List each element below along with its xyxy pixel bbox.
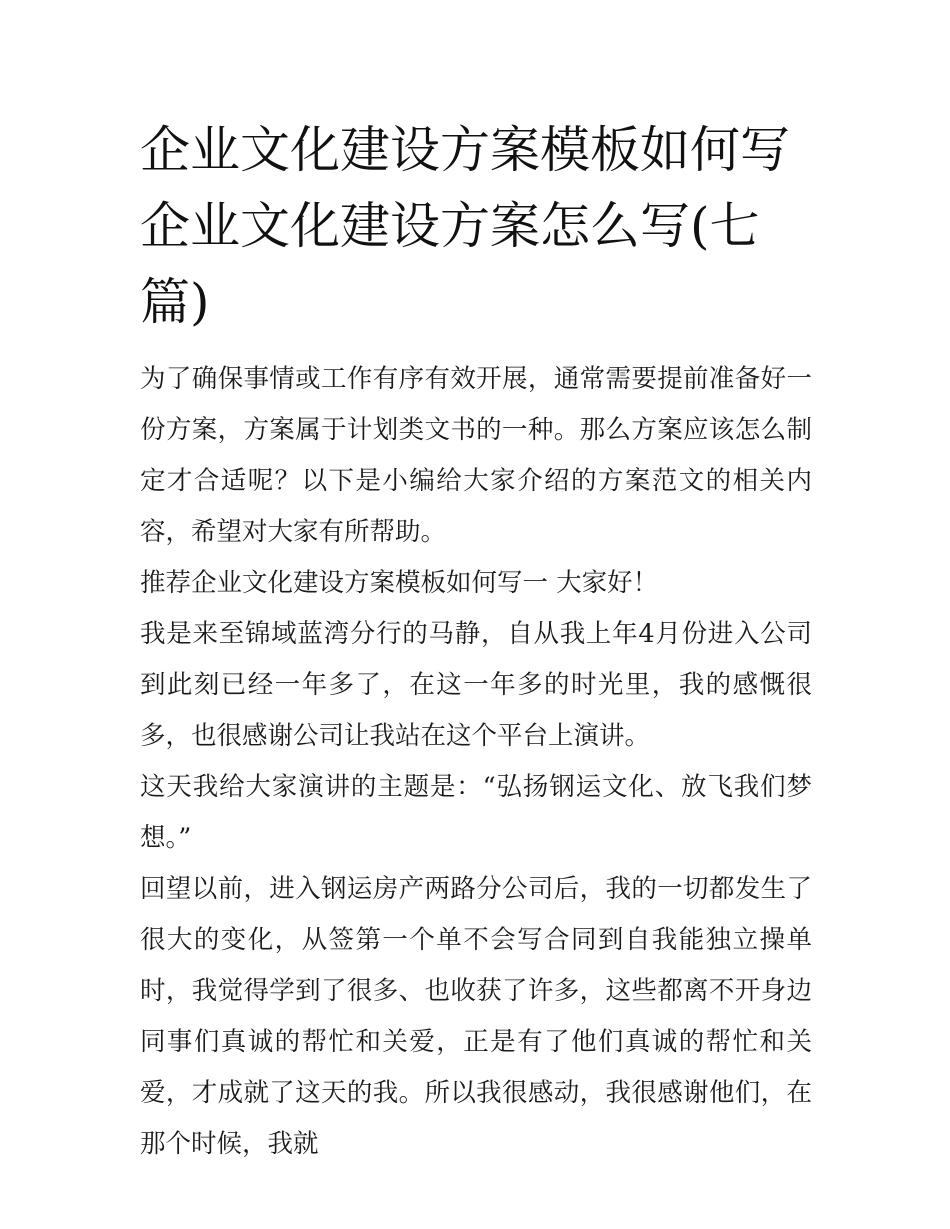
document-page [140,112,812,1170]
paragraph-speech-theme: 这天我给大家演讲的主题是：“弘扬钢运文化、放飞我们梦想。” [140,772,812,853]
document-title: 企业文化建设方案模板如何写企业文化建设方案怎么写(七篇) [140,121,790,331]
paragraph-self-introduction: 我是来至锦域蓝湾分行的马静，自从我上年4月份进入公司到此刻已经一年多了，在这一年多的时光里，我的感慨很多，也很感谢公司让我站在这个平台上演讲。 [140,619,812,751]
paragraph-looking-back: 回望以前，进入钢运房产两路分公司后，我的一切都发生了很大的变化，从签第一个单不会写合同到自我能独立操单时，我觉得学到了很多、也收获了许多，这些都离不开身边同事们真诚的帮忙和关爱，正是有了他们真诚的帮忙和关爱，才成就了这天的我。所以我很感动，我很感谢他们，在那个时候，我就 [140,874,812,1159]
paragraph-greeting: 推荐企业文化建设方案模板如何写一 大家好！ [140,568,659,598]
paragraph-intro: 为了确保事情或工作有序有效开展，通常需要提前准备好一份方案，方案属于计划类文书的一种。那么方案应该怎么制定才合适呢？以下是小编给大家介绍的方案范文的相关内容，希望对大家有所帮助。 [140,364,812,547]
